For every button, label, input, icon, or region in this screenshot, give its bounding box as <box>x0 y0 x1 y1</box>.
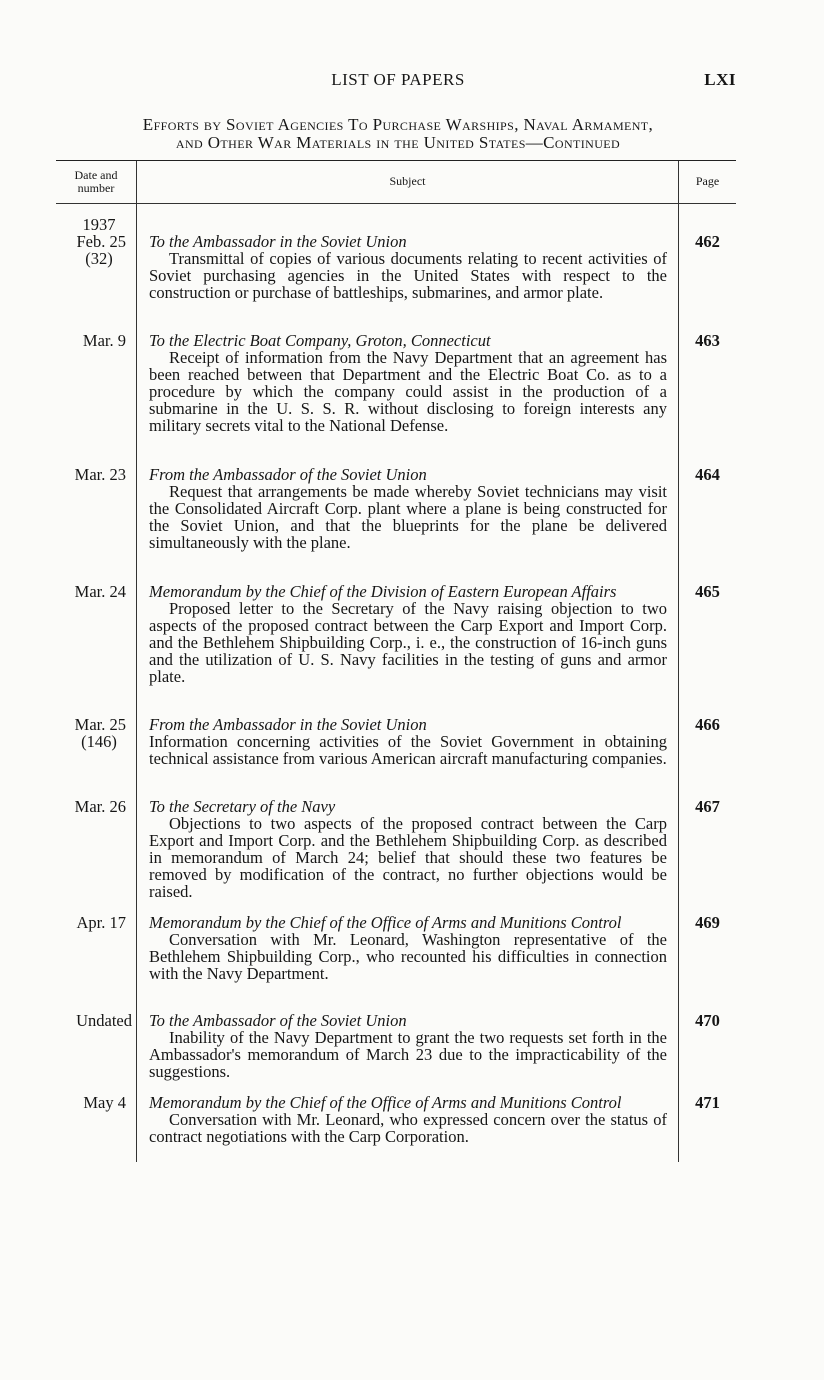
entry-date <box>56 716 126 750</box>
entry-number: (146) <box>81 732 117 751</box>
entry-date <box>56 583 126 600</box>
entry-page: 464 <box>695 465 720 484</box>
entry-date <box>56 798 126 815</box>
entry-date <box>56 1012 132 1029</box>
running-head-title: LIST OF PAPERS <box>331 70 465 89</box>
entry-body: Inability of the Navy Department to grant the two requests set forth in the Ambassador's memorandum of March 23 due to the impracticability of the suggestions. <box>149 1028 667 1081</box>
entry-date-text: Mar. 24 <box>74 582 126 601</box>
entry-body: Conversation with Mr. Leonard, who expressed concern over the status of contract negotiations with the Carp Corporation. <box>149 1110 667 1146</box>
entry-subject <box>149 914 667 982</box>
section-title <box>56 116 740 152</box>
entry-date-text: Mar. 26 <box>74 797 126 816</box>
entry-body: Proposed letter to the Secretary of the Navy raising objection to two aspects of the proposed contract between the Carp Export and Import Corp. and the Bethlehem Shipbuilding Corp., i. e., the construction of 16-inch guns and the utilization of U. S. Navy facilities in the testing of guns and armor plate. <box>149 599 667 686</box>
entry-subject <box>149 466 667 551</box>
entry-page: 467 <box>695 797 720 816</box>
entry-subject <box>149 716 667 767</box>
entry-subject <box>149 798 667 900</box>
entry-subject <box>149 233 667 301</box>
entry-date-text: Apr. 17 <box>76 913 126 932</box>
entry-heading: From the Ambassador of the Soviet Union <box>149 465 427 484</box>
entry-date-text: Undated <box>76 1011 132 1030</box>
entry-heading: To the Secretary of the Navy <box>149 797 336 816</box>
entry-body: Receipt of information from the Navy Department that an agreement has been reached between that Department and the Electric Boat Co. as to a procedure by which the company could assist in the production of a submarine in the U. S. S. R. without disclosing to foreign interests any military secrets vital to the National Defense. <box>149 348 667 435</box>
entry-page: 471 <box>695 1093 720 1112</box>
entry-number: (32) <box>85 249 113 268</box>
entry-heading: Memorandum by the Chief of the Office of Arms and Munitions Control <box>149 913 622 932</box>
entry-date-text: Mar. 25 <box>74 715 126 734</box>
section-title-line-2: and Other War Materials in the United States—Continued <box>175 133 621 152</box>
entry-subject <box>149 332 667 434</box>
entry-date <box>56 216 126 267</box>
entry-date <box>56 914 126 931</box>
entry-heading: To the Electric Boat Company, Groton, Connecticut <box>149 331 491 350</box>
entry-date-text: Feb. 25 <box>76 232 126 251</box>
entry-date-text: May 4 <box>83 1093 126 1112</box>
header-date-number: Date and number <box>74 167 118 195</box>
entry-date-text: Mar. 9 <box>82 331 126 350</box>
entry-heading: To the Ambassador of the Soviet Union <box>149 1011 407 1030</box>
entry-body: Objections to two aspects of the proposed contract between the Carp Export and Import Corp. and the Bethlehem Shipbuilding Corp. as described in memorandum of March 24; belief that should these two features be removed by modification of the contract, no further objections would be raised. <box>149 814 667 901</box>
entry-year: 1937 <box>82 215 116 234</box>
running-head <box>60 70 736 96</box>
entry-date <box>56 1094 126 1111</box>
entry-page: 465 <box>695 582 720 601</box>
entry-body: Request that arrangements be made whereby Soviet technicians may visit the Consolidated Aircraft Corp. plant where a plane is being constructed for the Soviet Union, and that the blueprints for the plane be delivered simultaneously with the plane. <box>149 482 667 552</box>
entry-page: 466 <box>695 715 720 734</box>
entry-body: Conversation with Mr. Leonard, Washington representative of the Bethlehem Shipbuilding Corp., who recounted his difficulties in connection with the Navy Department. <box>149 930 667 983</box>
entry-date-text: Mar. 23 <box>74 465 126 484</box>
table-header-rule <box>56 203 736 204</box>
header-subject: Subject <box>389 174 426 188</box>
entry-subject <box>149 583 667 685</box>
entry-heading: Memorandum by the Chief of the Office of Arms and Munitions Control <box>149 1093 622 1112</box>
entry-heading: From the Ambassador in the Soviet Union <box>149 715 427 734</box>
entry-body: Transmittal of copies of various documents relating to recent activities of Soviet purchasing agencies in the United States with respect to the construction or purchase of battleships, submarines, and armor plate. <box>149 249 667 302</box>
entry-page: 470 <box>695 1011 720 1030</box>
page-folio: LXI <box>704 70 736 89</box>
entry-date <box>56 466 126 483</box>
entry-page: 469 <box>695 913 720 932</box>
entry-heading: Memorandum by the Chief of the Division of Eastern European Affairs <box>149 582 617 601</box>
header-page: Page <box>695 174 720 188</box>
entry-page: 462 <box>695 232 720 251</box>
papers-table <box>56 160 736 1162</box>
column-divider-date <box>136 161 137 1162</box>
entry-page: 463 <box>695 331 720 350</box>
entry-subject <box>149 1012 667 1080</box>
entry-heading: To the Ambassador in the Soviet Union <box>149 232 407 251</box>
entry-subject <box>149 1094 667 1145</box>
entry-body: Information concerning activities of the Soviet Government in obtaining technical assistance from various American aircraft manufacturing companies. <box>149 732 667 768</box>
entry-date <box>56 332 126 349</box>
section-title-line-1: Efforts by Soviet Agencies To Purchase Warships, Naval Armament, <box>142 115 654 134</box>
